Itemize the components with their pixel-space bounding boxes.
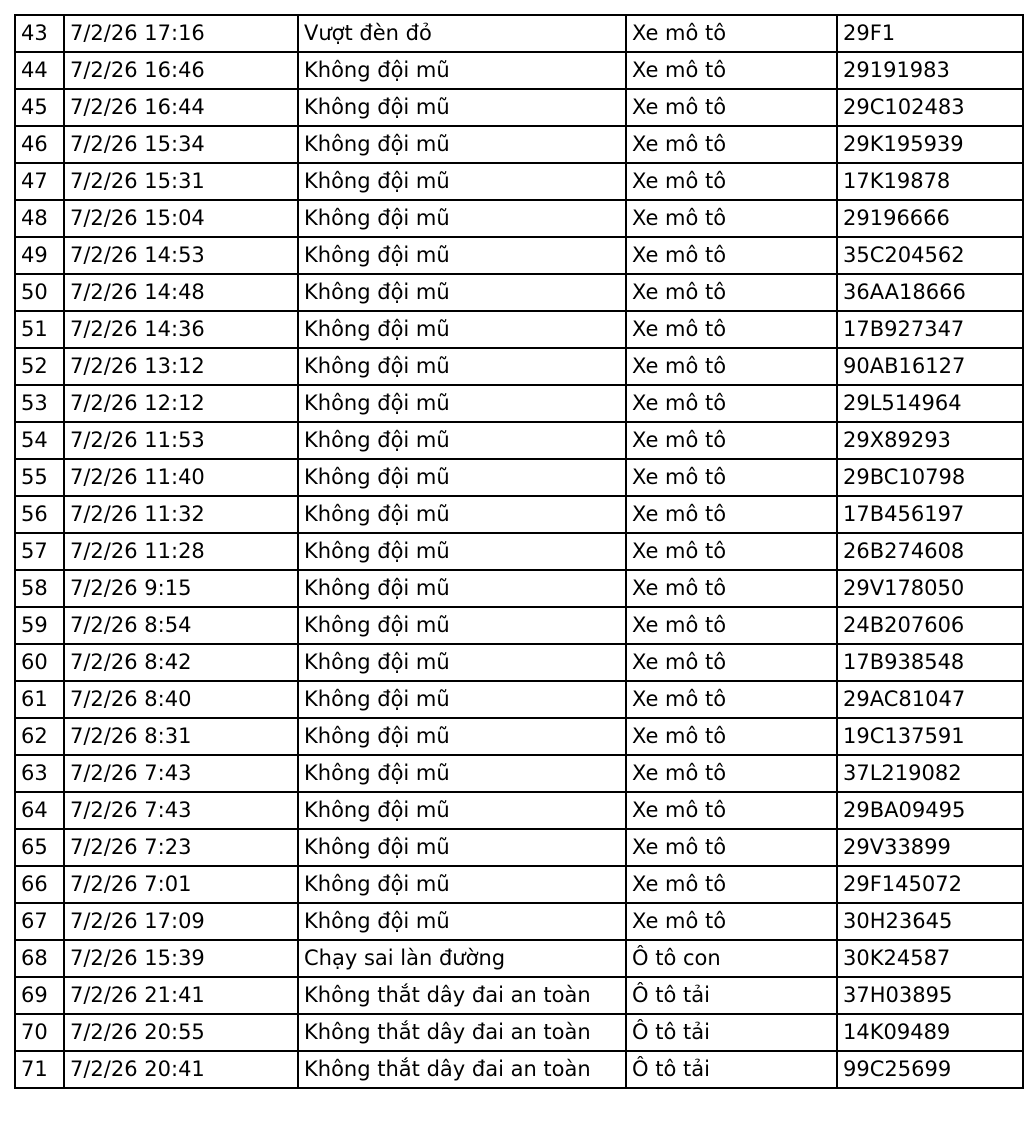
vehicle-type-cell: Xe mô tô: [626, 755, 837, 792]
datetime-cell: 7/2/26 14:48: [64, 274, 298, 311]
vehicle-type-cell: Xe mô tô: [626, 644, 837, 681]
table-row: [15, 755, 1023, 792]
violation-cell: Không đội mũ: [298, 459, 626, 496]
violation-cell: Không thắt dây đai an toàn: [298, 1051, 626, 1088]
vehicle-type-cell: Ô tô tải: [626, 1014, 837, 1051]
row-number-cell: 49: [15, 237, 64, 274]
datetime-cell: 7/2/26 15:04: [64, 200, 298, 237]
table-row: [15, 15, 1023, 52]
row-number-cell: 65: [15, 829, 64, 866]
violation-cell: Không đội mũ: [298, 89, 626, 126]
table-row: [15, 792, 1023, 829]
violation-cell: Không đội mũ: [298, 903, 626, 940]
vehicle-type-cell: Xe mô tô: [626, 348, 837, 385]
vehicle-type-cell: Xe mô tô: [626, 89, 837, 126]
violation-cell: Không đội mũ: [298, 570, 626, 607]
table-row: [15, 200, 1023, 237]
vehicle-type-cell: Xe mô tô: [626, 52, 837, 89]
license-plate-cell: 29AC81047: [837, 681, 1023, 718]
row-number-cell: 56: [15, 496, 64, 533]
row-number-cell: 44: [15, 52, 64, 89]
datetime-cell: 7/2/26 9:15: [64, 570, 298, 607]
violation-cell: Không đội mũ: [298, 866, 626, 903]
table-row: [15, 311, 1023, 348]
vehicle-type-cell: Xe mô tô: [626, 311, 837, 348]
table-row: [15, 422, 1023, 459]
table-row: [15, 348, 1023, 385]
table-row: [15, 237, 1023, 274]
datetime-cell: 7/2/26 13:12: [64, 348, 298, 385]
row-number-cell: 60: [15, 644, 64, 681]
violation-cell: Không đội mũ: [298, 200, 626, 237]
datetime-cell: 7/2/26 17:16: [64, 15, 298, 52]
table-row: [15, 126, 1023, 163]
datetime-cell: 7/2/26 17:09: [64, 903, 298, 940]
vehicle-type-cell: Xe mô tô: [626, 15, 837, 52]
row-number-cell: 43: [15, 15, 64, 52]
license-plate-cell: 29BC10798: [837, 459, 1023, 496]
violation-cell: Không thắt dây đai an toàn: [298, 1014, 626, 1051]
violation-cell: Không đội mũ: [298, 126, 626, 163]
license-plate-cell: 37L219082: [837, 755, 1023, 792]
license-plate-cell: 29V178050: [837, 570, 1023, 607]
datetime-cell: 7/2/26 8:40: [64, 681, 298, 718]
violation-cell: Không đội mũ: [298, 422, 626, 459]
license-plate-cell: 36AA18666: [837, 274, 1023, 311]
datetime-cell: 7/2/26 11:40: [64, 459, 298, 496]
datetime-cell: 7/2/26 11:28: [64, 533, 298, 570]
violation-cell: Không thắt dây đai an toàn: [298, 977, 626, 1014]
license-plate-cell: 17B927347: [837, 311, 1023, 348]
row-number-cell: 51: [15, 311, 64, 348]
violations-table: [14, 14, 1024, 1089]
datetime-cell: 7/2/26 14:36: [64, 311, 298, 348]
table-row: [15, 385, 1023, 422]
vehicle-type-cell: Ô tô tải: [626, 1051, 837, 1088]
datetime-cell: 7/2/26 15:31: [64, 163, 298, 200]
table-row: [15, 52, 1023, 89]
row-number-cell: 46: [15, 126, 64, 163]
vehicle-type-cell: Xe mô tô: [626, 533, 837, 570]
row-number-cell: 70: [15, 1014, 64, 1051]
violation-cell: Không đội mũ: [298, 348, 626, 385]
table-row: [15, 940, 1023, 977]
row-number-cell: 50: [15, 274, 64, 311]
violation-cell: Không đội mũ: [298, 311, 626, 348]
datetime-cell: 7/2/26 7:43: [64, 755, 298, 792]
violation-cell: Không đội mũ: [298, 718, 626, 755]
row-number-cell: 62: [15, 718, 64, 755]
violation-cell: Không đội mũ: [298, 163, 626, 200]
violation-cell: Không đội mũ: [298, 496, 626, 533]
license-plate-cell: 30H23645: [837, 903, 1023, 940]
vehicle-type-cell: Xe mô tô: [626, 496, 837, 533]
license-plate-cell: 29C102483: [837, 89, 1023, 126]
license-plate-cell: 29X89293: [837, 422, 1023, 459]
license-plate-cell: 19C137591: [837, 718, 1023, 755]
violation-cell: Chạy sai làn đường: [298, 940, 626, 977]
vehicle-type-cell: Xe mô tô: [626, 829, 837, 866]
vehicle-type-cell: Xe mô tô: [626, 126, 837, 163]
datetime-cell: 7/2/26 20:41: [64, 1051, 298, 1088]
row-number-cell: 71: [15, 1051, 64, 1088]
row-number-cell: 67: [15, 903, 64, 940]
vehicle-type-cell: Xe mô tô: [626, 607, 837, 644]
vehicle-type-cell: Xe mô tô: [626, 570, 837, 607]
datetime-cell: 7/2/26 14:53: [64, 237, 298, 274]
license-plate-cell: 35C204562: [837, 237, 1023, 274]
license-plate-cell: 29F145072: [837, 866, 1023, 903]
vehicle-type-cell: Ô tô tải: [626, 977, 837, 1014]
datetime-cell: 7/2/26 7:43: [64, 792, 298, 829]
vehicle-type-cell: Ô tô con: [626, 940, 837, 977]
datetime-cell: 7/2/26 12:12: [64, 385, 298, 422]
vehicle-type-cell: Xe mô tô: [626, 385, 837, 422]
table-row: [15, 570, 1023, 607]
license-plate-cell: 14K09489: [837, 1014, 1023, 1051]
license-plate-cell: 90AB16127: [837, 348, 1023, 385]
violation-cell: Không đội mũ: [298, 681, 626, 718]
row-number-cell: 64: [15, 792, 64, 829]
row-number-cell: 69: [15, 977, 64, 1014]
datetime-cell: 7/2/26 11:53: [64, 422, 298, 459]
row-number-cell: 54: [15, 422, 64, 459]
table-row: [15, 274, 1023, 311]
license-plate-cell: 29L514964: [837, 385, 1023, 422]
violation-cell: Không đội mũ: [298, 755, 626, 792]
datetime-cell: 7/2/26 7:01: [64, 866, 298, 903]
violation-cell: Không đội mũ: [298, 607, 626, 644]
row-number-cell: 57: [15, 533, 64, 570]
row-number-cell: 52: [15, 348, 64, 385]
license-plate-cell: 29V33899: [837, 829, 1023, 866]
row-number-cell: 48: [15, 200, 64, 237]
row-number-cell: 53: [15, 385, 64, 422]
table-row: [15, 533, 1023, 570]
table-row: [15, 459, 1023, 496]
violation-cell: Không đội mũ: [298, 792, 626, 829]
table-row: [15, 89, 1023, 126]
violation-cell: Vượt đèn đỏ: [298, 15, 626, 52]
vehicle-type-cell: Xe mô tô: [626, 459, 837, 496]
row-number-cell: 58: [15, 570, 64, 607]
vehicle-type-cell: Xe mô tô: [626, 163, 837, 200]
table-row: [15, 718, 1023, 755]
violation-cell: Không đội mũ: [298, 644, 626, 681]
datetime-cell: 7/2/26 8:31: [64, 718, 298, 755]
table-row: [15, 681, 1023, 718]
row-number-cell: 45: [15, 89, 64, 126]
license-plate-cell: 29196666: [837, 200, 1023, 237]
vehicle-type-cell: Xe mô tô: [626, 718, 837, 755]
table-row: [15, 903, 1023, 940]
violation-cell: Không đội mũ: [298, 533, 626, 570]
row-number-cell: 63: [15, 755, 64, 792]
violation-cell: Không đội mũ: [298, 385, 626, 422]
license-plate-cell: 99C25699: [837, 1051, 1023, 1088]
license-plate-cell: 17K19878: [837, 163, 1023, 200]
vehicle-type-cell: Xe mô tô: [626, 422, 837, 459]
row-number-cell: 61: [15, 681, 64, 718]
row-number-cell: 47: [15, 163, 64, 200]
license-plate-cell: 17B456197: [837, 496, 1023, 533]
license-plate-cell: 29F1: [837, 15, 1023, 52]
datetime-cell: 7/2/26 20:55: [64, 1014, 298, 1051]
vehicle-type-cell: Xe mô tô: [626, 274, 837, 311]
row-number-cell: 59: [15, 607, 64, 644]
datetime-cell: 7/2/26 8:54: [64, 607, 298, 644]
table-row: [15, 496, 1023, 533]
vehicle-type-cell: Xe mô tô: [626, 792, 837, 829]
row-number-cell: 68: [15, 940, 64, 977]
table-row: [15, 607, 1023, 644]
row-number-cell: 66: [15, 866, 64, 903]
license-plate-cell: 37H03895: [837, 977, 1023, 1014]
row-number-cell: 55: [15, 459, 64, 496]
license-plate-cell: 17B938548: [837, 644, 1023, 681]
datetime-cell: 7/2/26 21:41: [64, 977, 298, 1014]
license-plate-cell: 29K195939: [837, 126, 1023, 163]
vehicle-type-cell: Xe mô tô: [626, 866, 837, 903]
vehicle-type-cell: Xe mô tô: [626, 237, 837, 274]
datetime-cell: 7/2/26 8:42: [64, 644, 298, 681]
vehicle-type-cell: Xe mô tô: [626, 681, 837, 718]
violation-cell: Không đội mũ: [298, 52, 626, 89]
table-row: [15, 1051, 1023, 1088]
datetime-cell: 7/2/26 16:44: [64, 89, 298, 126]
license-plate-cell: 30K24587: [837, 940, 1023, 977]
vehicle-type-cell: Xe mô tô: [626, 903, 837, 940]
datetime-cell: 7/2/26 16:46: [64, 52, 298, 89]
table-body: [15, 15, 1023, 1088]
license-plate-cell: 29BA09495: [837, 792, 1023, 829]
table-row: [15, 866, 1023, 903]
table-row: [15, 1014, 1023, 1051]
table-row: [15, 977, 1023, 1014]
license-plate-cell: 26B274608: [837, 533, 1023, 570]
license-plate-cell: 29191983: [837, 52, 1023, 89]
table-row: [15, 644, 1023, 681]
datetime-cell: 7/2/26 15:34: [64, 126, 298, 163]
datetime-cell: 7/2/26 15:39: [64, 940, 298, 977]
violation-cell: Không đội mũ: [298, 829, 626, 866]
table-row: [15, 829, 1023, 866]
table-row: [15, 163, 1023, 200]
violation-cell: Không đội mũ: [298, 274, 626, 311]
vehicle-type-cell: Xe mô tô: [626, 200, 837, 237]
datetime-cell: 7/2/26 7:23: [64, 829, 298, 866]
license-plate-cell: 24B207606: [837, 607, 1023, 644]
violation-cell: Không đội mũ: [298, 237, 626, 274]
datetime-cell: 7/2/26 11:32: [64, 496, 298, 533]
